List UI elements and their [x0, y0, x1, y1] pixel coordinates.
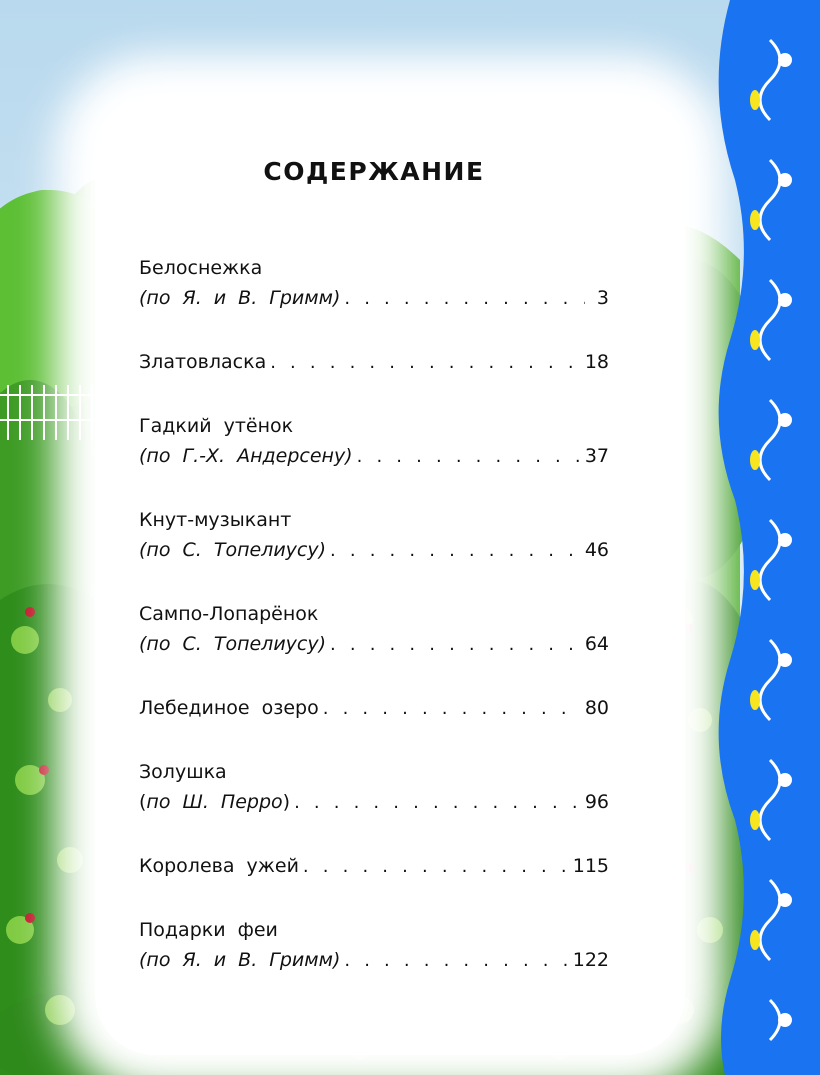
dot-leader [330, 630, 581, 660]
toc-entry[interactable] [139, 757, 609, 817]
entry-source: (по Я. и В. Гримм) [139, 287, 341, 309]
toc-entry[interactable] [139, 505, 609, 565]
entry-source: (по С. Топелиусу) [139, 539, 327, 561]
dot-leader [330, 536, 581, 566]
page-number: 18 [584, 351, 609, 373]
dot-leader [323, 694, 581, 724]
entry-source-open: ( [139, 791, 147, 813]
dot-leader [303, 852, 569, 882]
toc-entry[interactable] [139, 347, 609, 377]
page-number: 46 [584, 539, 609, 561]
page-number: 96 [584, 791, 609, 813]
entry-title: Кнут-музыкант [139, 509, 292, 531]
page-number: 122 [572, 949, 609, 971]
toc-entry[interactable] [139, 599, 609, 659]
page-number: 80 [584, 697, 609, 719]
page-number: 3 [596, 287, 609, 309]
table-of-contents [139, 253, 609, 1009]
entry-title: Золушка [139, 761, 227, 783]
toc-entry[interactable] [139, 253, 609, 313]
toc-entry[interactable] [139, 693, 609, 723]
entry-title: Белоснежка [139, 257, 263, 279]
entry-title: Подарки феи [139, 919, 278, 941]
toc-entry[interactable] [139, 411, 609, 471]
dot-leader [344, 946, 568, 976]
dot-leader [270, 348, 581, 378]
page-number: 115 [572, 855, 609, 877]
entry-title: Королева ужей [139, 855, 299, 877]
entry-source: (по Г.-Х. Андерсену) [139, 445, 353, 467]
entry-title: Лебединое озеро [139, 697, 319, 719]
toc-entry[interactable] [139, 851, 609, 881]
dot-leader [357, 442, 581, 472]
toc-entry[interactable] [139, 915, 609, 975]
entry-title: Златовласка [139, 351, 267, 373]
dot-leader [294, 788, 581, 818]
entry-title: Сампо-Лопарёнок [139, 603, 319, 625]
entry-source: по Ш. Перро [146, 791, 283, 813]
page-title: СОДЕРЖАНИЕ [263, 157, 485, 186]
entry-source: (по С. Топелиусу) [139, 633, 327, 655]
entry-source: (по Я. и В. Гримм) [139, 949, 341, 971]
entry-title: Гадкий утёнок [139, 415, 294, 437]
page-number: 37 [584, 445, 609, 467]
page-number: 64 [584, 633, 609, 655]
dot-leader [344, 284, 585, 314]
entry-source-close: ) [282, 791, 291, 813]
